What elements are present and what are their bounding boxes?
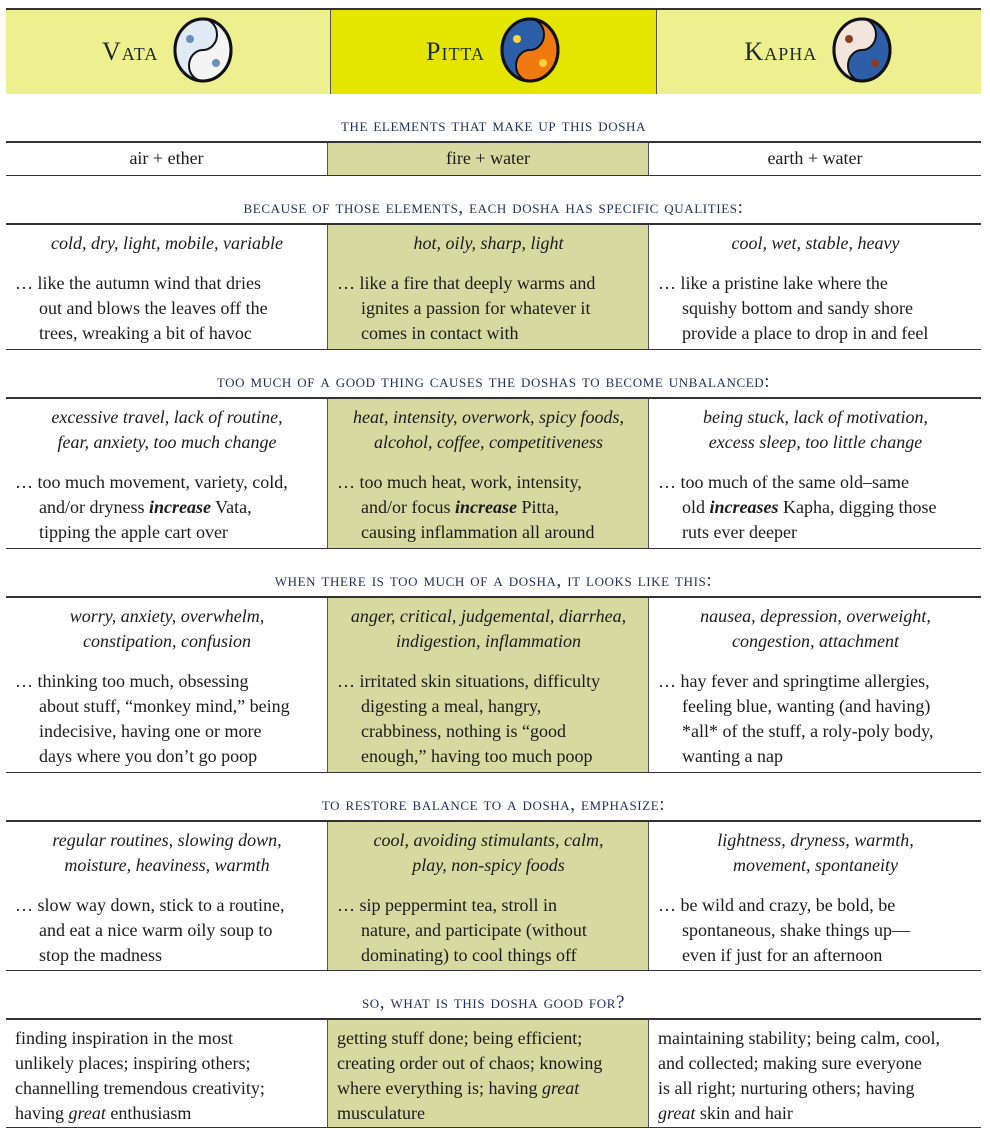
description-line [361,520,640,545]
description-line [682,943,973,968]
description-line [39,694,319,719]
description [658,893,973,968]
description-line [15,1101,319,1126]
qualities-line: regular routines, slowing down, [52,830,282,850]
qualities [337,405,640,455]
qualities [658,231,973,256]
cell-kapha [649,399,981,548]
text: feeling blue, wanting (and having) [682,696,931,716]
text: enthusiasm [105,1103,192,1123]
text: skin and hair [695,1103,793,1123]
description [328,146,648,171]
description-line [658,1076,973,1101]
description [15,893,319,968]
cell-kapha [649,1020,981,1127]
description-line [361,694,640,719]
qualities-line: constipation, confusion [83,631,251,651]
description-line [682,744,973,769]
description-line [361,495,640,520]
section-title: when there is too much of a dosha, it looks like this: [274,570,713,591]
qualities [658,604,973,654]
qualities [658,405,973,455]
description-line [39,495,319,520]
text: about stuff, “monkey mind,” being [39,696,290,716]
qualities [337,828,640,878]
text: out and blows the leaves off the [39,298,268,318]
text: wanting a nap [682,746,783,766]
qualities-line: excess sleep, too little change [708,432,923,452]
dosha-header [6,8,981,94]
description-line [361,744,640,769]
emphasis: great [658,1103,696,1123]
cell-pitta [327,399,649,548]
description-line [337,1101,640,1126]
text: provide a place to drop in and feel [682,323,929,343]
description [15,271,319,346]
description-line [39,321,319,346]
qualities [15,828,319,878]
cell-pitta [327,1020,649,1127]
text: indecisive, having one or more [39,721,262,741]
description [15,470,319,545]
section-title: to restore balance to a dosha, emphasize: [321,794,666,815]
description-line [15,271,319,296]
qualities [15,405,319,455]
description-line [39,296,319,321]
section-title: the elements that make up this dosha [340,115,647,136]
text: and/or dryness [39,497,149,517]
qualities-line: cool, wet, stable, heavy [731,233,900,253]
text: maintaining stability; being calm, cool, [658,1028,940,1048]
dosha-name: Pitta [425,37,485,66]
description-line [361,296,640,321]
section-row [6,596,981,773]
text: … too much of the same old–same [658,472,909,492]
qualities [15,604,319,654]
qualities-line: movement, spontaneity [733,855,898,875]
qualities-line: play, non-spicy foods [412,855,565,875]
description-line [39,744,319,769]
text: and eat a nice warm oily soup to [39,920,273,940]
description-line [658,1026,973,1051]
text: … like a fire that deeply warms and [337,273,596,293]
description-line [328,146,648,171]
description [337,1026,640,1126]
description-line [337,1076,640,1101]
text: creating order out of chaos; knowing [337,1053,603,1073]
qualities [658,828,973,878]
section-title: so, what is this dosha good for? [361,992,626,1013]
text: ignites a passion for whatever it [361,298,591,318]
description-line [658,1101,973,1126]
qualities-line: nausea, depression, overweight, [700,606,931,626]
text: earth + water [767,148,863,168]
text: where everything is; having [337,1078,542,1098]
text: squishy bottom and sandy shore [682,298,913,318]
text: spontaneous, shake things up— [682,920,910,940]
description-line [39,943,319,968]
description-line [15,669,319,694]
qualities [15,231,319,256]
dosha-name: Kapha [744,37,818,66]
text: *all* of the stuff, a roly-poly body, [682,721,934,741]
text: ruts ever deeper [682,522,797,542]
text: and collected; making sure everyone [658,1053,922,1073]
text: … sip peppermint tea, stroll in [337,895,557,915]
description-line [658,470,973,495]
description-line [682,719,973,744]
dosha-name: Vata [101,37,159,66]
dosha-table [6,8,981,1128]
description-line [15,1076,319,1101]
earth-water-yin-yang-icon [831,17,893,88]
text: unlikely places; inspiring others; [15,1053,251,1073]
text: dominating) to cool things off [361,945,577,965]
description-line [337,669,640,694]
description-line [682,296,973,321]
section-row [6,397,981,549]
description [658,271,973,346]
description-line [337,271,640,296]
section-title: too much of a good thing causes the doshas to become unbalanced: [216,371,771,392]
qualities-line: lightness, dryness, warmth, [717,830,914,850]
emphasis: increases [709,497,779,517]
description-line [15,1026,319,1051]
description-line [658,1051,973,1076]
text: … thinking too much, obsessing [15,671,249,691]
text: … hay fever and springtime allergies, [658,671,930,691]
description-line [361,918,640,943]
description-line [6,146,327,171]
description-line [682,495,973,520]
section-row [6,1018,981,1128]
text: … like the autumn wind that dries [15,273,261,293]
dosha-header-vata [6,10,330,94]
description [649,146,981,171]
qualities-line: congestion, attachment [732,631,899,651]
emphasis: increase [454,497,517,517]
description-line [649,146,981,171]
fire-water-yin-yang-icon [499,17,561,88]
description [337,669,640,769]
cell-kapha [649,225,981,349]
section-row [6,820,981,971]
dosha-header-kapha [657,10,981,94]
text: trees, wreaking a bit of havoc [39,323,252,343]
text: Pitta, [516,497,559,517]
text: stop the madness [39,945,162,965]
description-line [15,470,319,495]
description-line [658,893,973,918]
text: and/or focus [361,497,455,517]
qualities-line: excessive travel, lack of routine, [51,407,283,427]
text: air + ether [129,148,204,168]
emphasis: great [541,1078,580,1098]
section-row [6,223,981,350]
qualities-line: heat, intensity, overwork, spicy foods, [353,407,624,427]
text: comes in contact with [361,323,519,343]
dosha-header-pitta [330,10,656,94]
description-line [682,520,973,545]
text: crabbiness, nothing is “good [361,721,566,741]
qualities [337,231,640,256]
qualities-line: hot, oily, sharp, light [413,233,564,253]
emphasis: great [68,1103,106,1123]
air-yin-yang-icon [172,17,234,88]
qualities-line: fear, anxiety, too much change [57,432,277,452]
text: … be wild and crazy, be bold, be [658,895,896,915]
cell-pitta [327,598,649,772]
text: tipping the apple cart over [39,522,228,542]
cell-vata [6,399,327,548]
description-line [682,321,973,346]
cell-kapha [649,143,981,175]
section-title: because of those elements, each dosha has specific qualities: [243,197,744,218]
description-line [39,918,319,943]
cell-vata [6,822,327,970]
description-line [337,1051,640,1076]
description [337,271,640,346]
text: having [15,1103,69,1123]
qualities-line: being stuck, lack of motivation, [703,407,928,427]
description [658,470,973,545]
description [6,146,327,171]
text: days where you don’t go poop [39,746,258,766]
text: enough,” having too much poop [361,746,593,766]
text: Kapha, digging those [778,497,937,517]
text: channelling tremendous creativity; [15,1078,265,1098]
emphasis: increase [148,497,211,517]
description-line [361,321,640,346]
text: … slow way down, stick to a routine, [15,895,285,915]
text: … too much movement, variety, cold, [15,472,288,492]
description-line [337,1026,640,1051]
description-line [361,719,640,744]
description [337,470,640,545]
description [15,1026,319,1126]
section-row [6,141,981,176]
text: … irritated skin situations, difficulty [337,671,601,691]
text: nature, and participate (without [361,920,587,940]
qualities-line: indigestion, inflammation [395,631,581,651]
qualities-line: moisture, heaviness, warmth [64,855,270,875]
description-line [682,918,973,943]
qualities [337,604,640,654]
cell-pitta [327,225,649,349]
cell-vata [6,225,327,349]
text: getting stuff done; being efficient; [337,1028,583,1048]
description [658,1026,973,1126]
cell-pitta [327,822,649,970]
description [15,669,319,769]
text: finding inspiration in the most [15,1028,233,1048]
description-line [361,943,640,968]
text: … like a pristine lake where the [658,273,888,293]
text: is all right; nurturing others; having [658,1078,915,1098]
description-line [15,893,319,918]
text: musculature [337,1103,425,1123]
text: Vata, [210,497,252,517]
description-line [39,719,319,744]
text: even if just for an afternoon [682,945,883,965]
qualities-line: alcohol, coffee, competitiveness [374,432,603,452]
cell-vata [6,1020,327,1127]
text: digesting a meal, hangry, [361,696,542,716]
qualities-line: anger, critical, judgemental, diarrhea, [350,606,627,626]
cell-kapha [649,822,981,970]
description [658,669,973,769]
text: old [682,497,710,517]
cell-kapha [649,598,981,772]
text: fire + water [445,148,531,168]
description-line [658,669,973,694]
qualities-line: cold, dry, light, mobile, variable [51,233,283,253]
qualities-line: cool, avoiding stimulants, calm, [373,830,604,850]
text: causing inflammation all around [361,522,595,542]
cell-vata [6,143,327,175]
description-line [337,893,640,918]
text: … too much heat, work, intensity, [337,472,582,492]
description-line [15,1051,319,1076]
description-line [658,271,973,296]
description [337,893,640,968]
cell-vata [6,598,327,772]
qualities-line: worry, anxiety, overwhelm, [69,606,265,626]
description-line [682,694,973,719]
description-line [337,470,640,495]
description-line [39,520,319,545]
cell-pitta [327,143,649,175]
